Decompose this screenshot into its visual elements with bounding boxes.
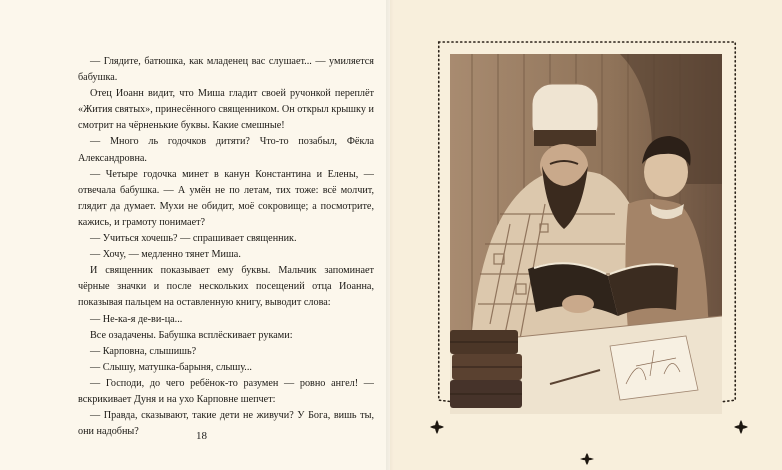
- paragraph: И священник показывает ему буквы. Мальчик запоминает чёрные значки и после нескольких посещений отца Иоанна, показывая пальцем на оставленную книгу, выводит слова:: [78, 265, 374, 309]
- paragraph: — Хочу, — медленно тянет Миша.: [90, 249, 241, 261]
- paragraph: — Слышу, матушка-барыня, слышу...: [90, 361, 252, 373]
- priest-and-boy-illustration: [450, 54, 722, 414]
- story-text: [78, 54, 374, 440]
- paragraph: — Господи, до чего ребёнок-то разумен — ровно ангел! — вскрикивает Дуня и на ухо Карповне шепчет:: [78, 377, 374, 405]
- flourish-ornament: [428, 418, 446, 436]
- page-number: 18: [196, 430, 207, 442]
- paragraph: — Правда, сказывают, такие дети не живучи? У Бога, вишь ты, они надобны?: [78, 410, 374, 438]
- book-gutter: [386, 0, 394, 470]
- paragraph: — Глядите, батюшка, как младенец вас слушает... — умиляется бабушка.: [78, 56, 374, 84]
- paragraph: — Много ль годочков дитяти? Что-то позабыл, Фёкла Александровна.: [78, 136, 374, 164]
- flourish-ornament: [732, 418, 750, 436]
- paragraph: Все озадачены. Бабушка всплёскивает руками:: [90, 329, 293, 341]
- paragraph: Отец Иоанн видит, что Миша гладит своей ручонкой переплёт «Жития святых», принесённого священником. Он открыл крышку и смотрит на чёрненькие буквы. Какие смешные!: [78, 88, 374, 132]
- paragraph: — Учиться хочешь? — спрашивает священник.: [90, 233, 297, 245]
- paragraph: — Не-ка-я де-ви-ца...: [90, 313, 183, 325]
- paragraph: — Карповна, слышишь?: [90, 345, 197, 357]
- left-page: [0, 0, 390, 470]
- paragraph: — Четыре годочка минет в канун Константина и Елены, — отвечала бабушка. — А умён не по летам, тих тоже: всё молчит, глядит да думает. Мухи не обидит, моё сокровище; а посмотрите, кажись, и грамоту понимает?: [78, 168, 374, 228]
- flourish-ornament: [578, 452, 596, 466]
